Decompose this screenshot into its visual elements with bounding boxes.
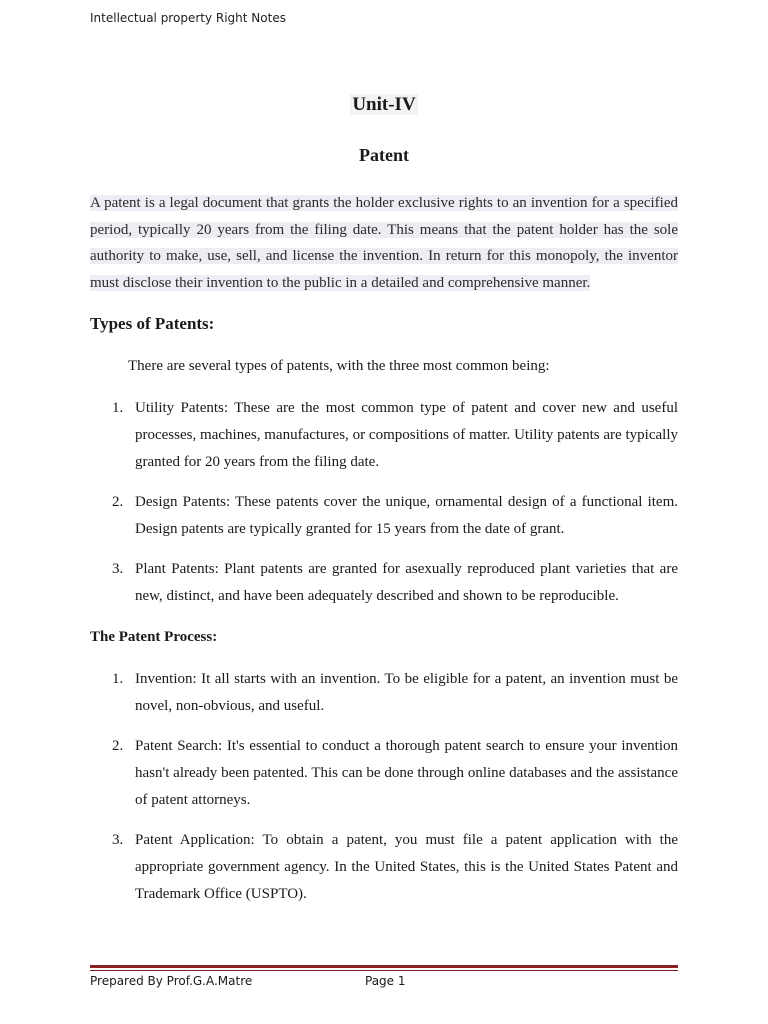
unit-title-text: Unit-IV bbox=[352, 94, 416, 115]
list-item-text: Utility Patents: These are the most common type of patent and cover new and useful processes, machines, manufactures, or compositions of matter. Utility patents are typically granted for 20 years from the filing date. bbox=[135, 400, 678, 470]
list-item bbox=[90, 666, 678, 720]
types-intro: There are several types of patents, with the three most common being: bbox=[128, 358, 550, 374]
list-number: 3. bbox=[112, 561, 124, 577]
list-number: 2. bbox=[112, 738, 124, 754]
process-heading: The Patent Process: bbox=[90, 629, 218, 645]
list-item bbox=[90, 489, 678, 543]
list-number: 3. bbox=[112, 832, 124, 848]
list-item-text: Plant Patents: Plant patents are granted for asexually reproduced plant varieties that are new, distinct, and have been adequately described and shown to be reproducible. bbox=[135, 561, 678, 604]
unit-title bbox=[0, 94, 768, 116]
list-item bbox=[90, 395, 678, 476]
page-number: Page 1 bbox=[365, 974, 406, 988]
list-item-text: Patent Search: It's essential to conduct a thorough patent search to ensure your invention hasn't already been patented. This can be done through online databases and the assistance of patent attorneys. bbox=[135, 738, 678, 808]
footer-rule-thin bbox=[90, 970, 678, 971]
footer-rule bbox=[90, 965, 678, 968]
intro-paragraph bbox=[90, 190, 678, 296]
running-header: Intellectual property Right Notes bbox=[90, 11, 286, 25]
section-title: Patent bbox=[359, 145, 409, 165]
footer-author: Prepared By Prof.G.A.Matre bbox=[90, 974, 253, 988]
list-item-text: Design Patents: These patents cover the unique, ornamental design of a functional item. Design patents are typically granted for 15 years from the date of grant. bbox=[135, 494, 678, 537]
list-number: 1. bbox=[112, 671, 124, 687]
list-number: 2. bbox=[112, 494, 124, 510]
list-item-text: Patent Application: To obtain a patent, you must file a patent application with the appropriate government agency. In the United States, this is the United States Patent and Trademark Office (USPTO). bbox=[135, 832, 678, 902]
list-number: 1. bbox=[112, 400, 124, 416]
process-list bbox=[90, 666, 678, 921]
intro-text: A patent is a legal document that grants the holder exclusive rights to an invention for a specified period, typically 20 years from the filing date. This means that the patent holder has the sole authority to make, use, sell, and license the invention. In return for this monopoly, the inventor must disclose their invention to the public in a detailed and comprehensive manner. bbox=[90, 195, 678, 291]
types-heading: Types of Patents: bbox=[90, 314, 215, 333]
list-item bbox=[90, 556, 678, 610]
list-item bbox=[90, 827, 678, 908]
types-list bbox=[90, 395, 678, 623]
list-item-text: Invention: It all starts with an invention. To be eligible for a patent, an invention must be novel, non-obvious, and useful. bbox=[135, 671, 678, 714]
list-item bbox=[90, 733, 678, 814]
